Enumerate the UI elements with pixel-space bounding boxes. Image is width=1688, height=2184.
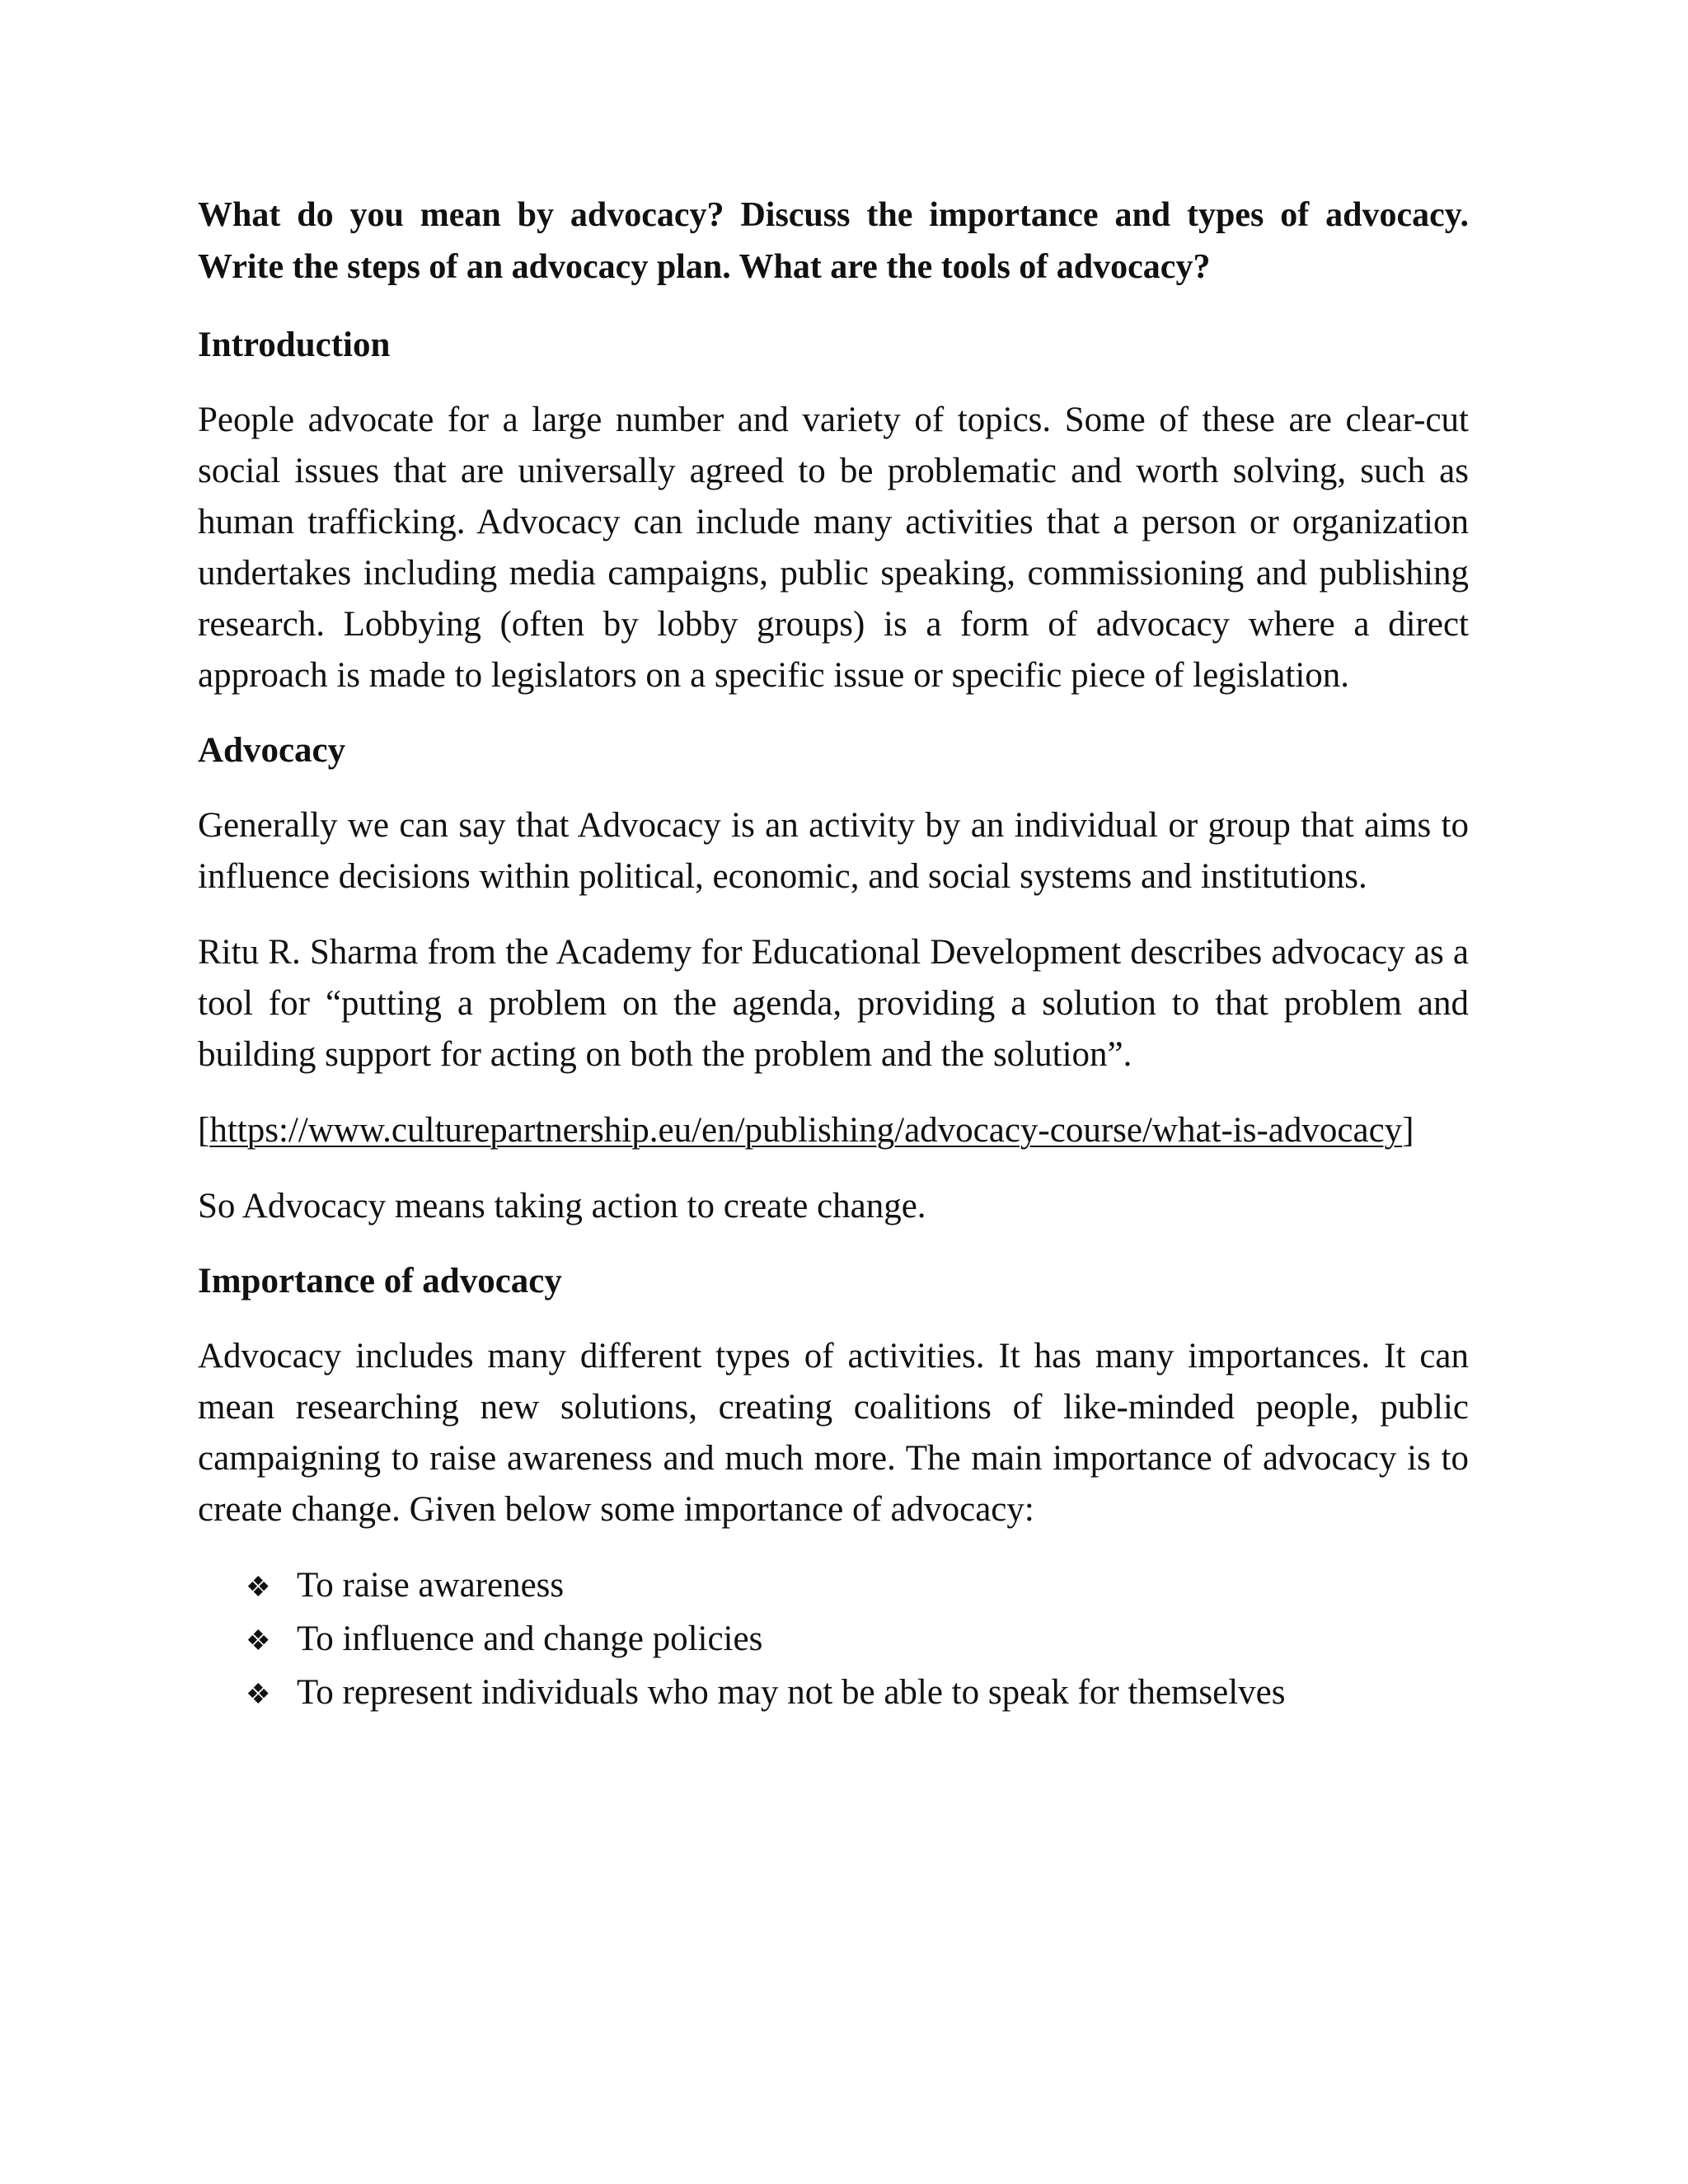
link-close-bracket: ]	[1402, 1111, 1414, 1150]
question-heading: What do you mean by advocacy? Discuss the importance and types of advocacy. Write the steps of an advocacy plan. What are the tools of advocacy?	[198, 196, 1469, 286]
diamond-bullet-icon: ❖	[246, 1680, 271, 1710]
introduction-heading: Introduction	[198, 326, 391, 364]
list-item	[246, 1560, 1469, 1614]
introduction-paragraph: People advocate for a large number and variety of topics. Some of these are clear-cut social issues that are universally agreed to be problematic and worth solving, such as human trafficking. Advocacy can include many activities that a person or organization undertakes including media campaigns, public speaking, commissioning and publishing research. Lobbying (often by lobby groups) is a form of advocacy where a direct approach is made to legislators on a specific issue or specific piece of legislation.	[198, 401, 1469, 695]
diamond-bullet-icon: ❖	[246, 1572, 271, 1603]
advocacy-definition-paragraph: Generally we can say that Advocacy is an activity by an individual or group that aims to influence decisions within political, economic, and social systems and institutions.	[198, 806, 1469, 896]
list-item-text: To influence and change policies	[297, 1619, 763, 1658]
list-item-text: To represent individuals who may not be able to speak for themselves	[297, 1673, 1286, 1712]
source-link[interactable]: https://www.culturepartnership.eu/en/publishing/advocacy-course/what-is-advocacy	[209, 1111, 1403, 1150]
diamond-bullet-icon: ❖	[246, 1626, 271, 1657]
source-link-paragraph	[198, 1105, 1469, 1156]
advocacy-summary-paragraph: So Advocacy means taking action to create change.	[198, 1187, 926, 1226]
advocacy-quote-paragraph: Ritu R. Sharma from the Academy for Educational Development describes advocacy as a tool for “putting a problem on the agenda, providing a solution to that problem and building support for acting on both the problem and the solution”.	[198, 933, 1469, 1074]
list-item	[246, 1614, 1469, 1667]
list-item	[246, 1667, 1469, 1721]
list-item-text: To raise awareness	[297, 1566, 565, 1605]
advocacy-heading: Advocacy	[198, 731, 346, 770]
document-page	[198, 190, 1469, 1721]
link-open-bracket: [	[198, 1111, 210, 1150]
importance-paragraph: Advocacy includes many different types of activities. It has many importances. It can mean researching new solutions, creating coalitions of like-minded people, public campaigning to raise awareness and much more. The main importance of advocacy is to create change. Given below some importance of advocacy:	[198, 1337, 1469, 1529]
importance-list	[198, 1560, 1469, 1721]
importance-heading: Importance of advocacy	[198, 1262, 562, 1301]
